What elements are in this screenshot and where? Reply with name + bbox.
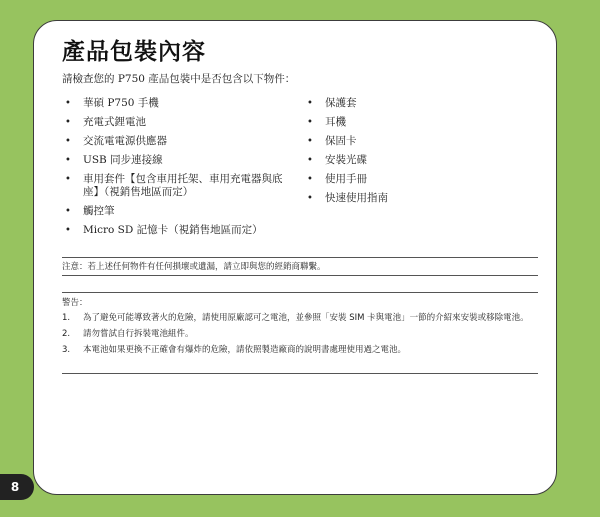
warning-bottom-divider (62, 373, 538, 374)
list-item (304, 173, 504, 186)
warning-title: 警告： (62, 298, 88, 308)
bullet-icon: • (307, 136, 313, 147)
bullet-icon: • (307, 117, 313, 128)
list-item (62, 135, 287, 148)
list-item (304, 135, 504, 148)
list-item (62, 173, 287, 199)
warning-item (62, 345, 540, 356)
item-label: USB 同步連接線 (83, 154, 163, 166)
item-label: 華碩 P750 手機 (83, 97, 159, 109)
warning-item-number: 2. (62, 329, 71, 339)
warning-item (62, 329, 540, 340)
list-item (304, 154, 504, 167)
page-number-badge: 8 (0, 474, 34, 500)
intro-text: 請檢查您的 P750 產品包裝中是否包含以下物件： (62, 73, 296, 85)
warning-top-divider (62, 292, 538, 293)
item-label: 保固卡 (325, 135, 357, 147)
warning-item-text: 為了避免可能導致著火的危險，請使用原廠認可之電池，並參照「安裝 SIM 卡與電池」一節的介紹來安裝或移除電池。 (83, 313, 529, 323)
warning-item (62, 313, 540, 324)
bullet-icon: • (65, 136, 71, 147)
bullet-icon: • (65, 174, 71, 185)
bullet-icon: • (65, 98, 71, 109)
page-title: 產品包裝內容 (62, 39, 206, 65)
list-item (62, 224, 287, 237)
note-bottom-divider (62, 275, 538, 276)
warning-list (62, 313, 540, 361)
bullet-icon: • (65, 155, 71, 166)
list-item (62, 116, 287, 129)
warning-item-number: 1. (62, 313, 71, 323)
warning-item-text: 本電池如果更換不正確會有爆炸的危險，請依照製造廠商的說明書處理使用過之電池。 (83, 345, 407, 355)
note-text: 注意：若上述任何物件有任何損壞或遺漏，請立即與您的經銷商聯繫。 (62, 262, 326, 272)
note-top-divider (62, 257, 538, 258)
item-label: 耳機 (325, 116, 346, 128)
bullet-icon: • (65, 225, 71, 236)
item-label: 安裝光碟 (325, 154, 367, 166)
bullet-icon: • (65, 117, 71, 128)
package-contents-right-list (304, 97, 504, 211)
item-label: 觸控筆 (83, 205, 115, 217)
item-label: 保護套 (325, 97, 357, 109)
warning-item-number: 3. (62, 345, 71, 355)
list-item (304, 192, 504, 205)
document-page (33, 20, 557, 495)
list-item (62, 205, 287, 218)
item-label: 交流電電源供應器 (83, 135, 167, 147)
bullet-icon: • (307, 193, 313, 204)
bullet-icon: • (307, 98, 313, 109)
item-label: 使用手冊 (325, 173, 367, 185)
list-item (304, 97, 504, 110)
package-contents-left-list (62, 97, 287, 243)
list-item (62, 97, 287, 110)
list-item (304, 116, 504, 129)
bullet-icon: • (307, 155, 313, 166)
item-label: Micro SD 記憶卡（視銷售地區而定） (83, 224, 263, 236)
item-label: 車用套件【包含車用托架、車用充電器與底座】（視銷售地區而定） (83, 173, 283, 198)
item-label: 充電式鋰電池 (83, 116, 146, 128)
item-label: 快速使用指南 (325, 192, 388, 204)
bullet-icon: • (307, 174, 313, 185)
list-item (62, 154, 287, 167)
bullet-icon: • (65, 206, 71, 217)
warning-item-text: 請勿嘗試自行拆裝電池組件。 (83, 329, 194, 339)
